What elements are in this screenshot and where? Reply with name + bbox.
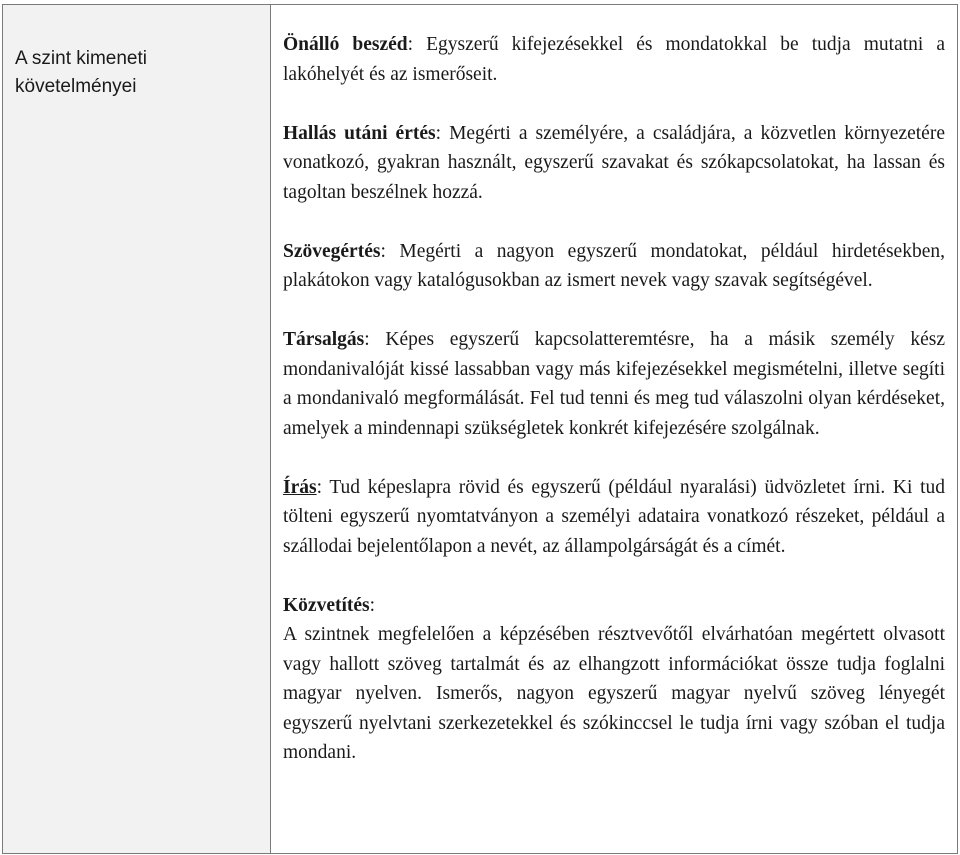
section-text: Megérti a nagyon egyszerű mondatokat, például hirdetésekben, plakátokon vagy katalógusokban az ismert nevek vagy szavak segítségével. bbox=[283, 240, 945, 291]
content-cell bbox=[271, 5, 958, 854]
section-separator: : bbox=[380, 240, 386, 262]
section-kozvetites bbox=[283, 591, 945, 768]
section-text: Egyszerű kifejezésekkel és mondatokkal be tudja mutatni a lakóhelyét és az ismerőseit. bbox=[283, 34, 945, 85]
section-onallo-beszed bbox=[283, 30, 945, 89]
section-term: Önálló beszéd bbox=[283, 34, 408, 55]
requirements-table bbox=[2, 4, 958, 854]
section-text: Képes egyszerű kapcsolatteremtésre, ha a másik személy kész mondanivalóját kissé lassabban vagy más kifejezésekkel megismételni, illetve segíti a mondanivaló megformálását. Fel tud tenni és meg tud válaszolni olyan kérdéseket, amelyek a mindennapi szükségletek konkrét kifejezésére szolgálnak. bbox=[283, 329, 945, 439]
section-separator: : bbox=[364, 329, 370, 350]
section-term: Hallás utáni értés bbox=[283, 122, 436, 144]
section-term: Írás bbox=[283, 476, 317, 498]
section-separator: : bbox=[407, 34, 414, 55]
section-hallas-utani-ertes bbox=[283, 119, 945, 208]
section-szovegertes bbox=[283, 237, 945, 296]
section-separator: : bbox=[369, 594, 376, 616]
section-term: Közvetítés bbox=[283, 594, 370, 616]
section-text: Megérti a személyére, a családjára, a közvetlen környezetére vonatkozó, gyakran használt, egyszerű szavakat és szókapcsolatokat, ha lassan és tagoltan beszélnek hozzá. bbox=[283, 122, 945, 203]
section-iras bbox=[283, 473, 945, 562]
section-tarsalgas bbox=[283, 325, 945, 443]
row-label-cell bbox=[3, 5, 271, 854]
table-row bbox=[3, 5, 958, 854]
section-separator: : bbox=[435, 122, 442, 144]
section-text: Tud képeslapra rövid és egyszerű (például nyaralási) üdvözletet írni. Ki tud tölteni egyszerű nyomtatványon a személyi adataira vonatkozó részeket, például a szállodai bejelentőlapon a nevét, az állampolgárságát és a címét. bbox=[283, 476, 945, 557]
row-label: A szint kimeneti követelményei bbox=[15, 48, 147, 97]
section-text: A szintnek megfelelően a képzésében résztvevőtől elvárhatóan megértett olvasott vagy hallott szöveg tartalmát és az elhangzott információkat össze tudja foglalni magyar nyelven. Ismerős, nagyon egyszerű magyar nyelvű szöveg lényegét egyszerű nyelvtani szerkezetekkel és szókinccsel le tudja írni vagy szóban el tudja mondani. bbox=[283, 624, 945, 763]
section-term: Társalgás bbox=[283, 329, 365, 350]
section-term: Szövegértés bbox=[283, 240, 381, 262]
section-separator: : bbox=[316, 476, 323, 498]
